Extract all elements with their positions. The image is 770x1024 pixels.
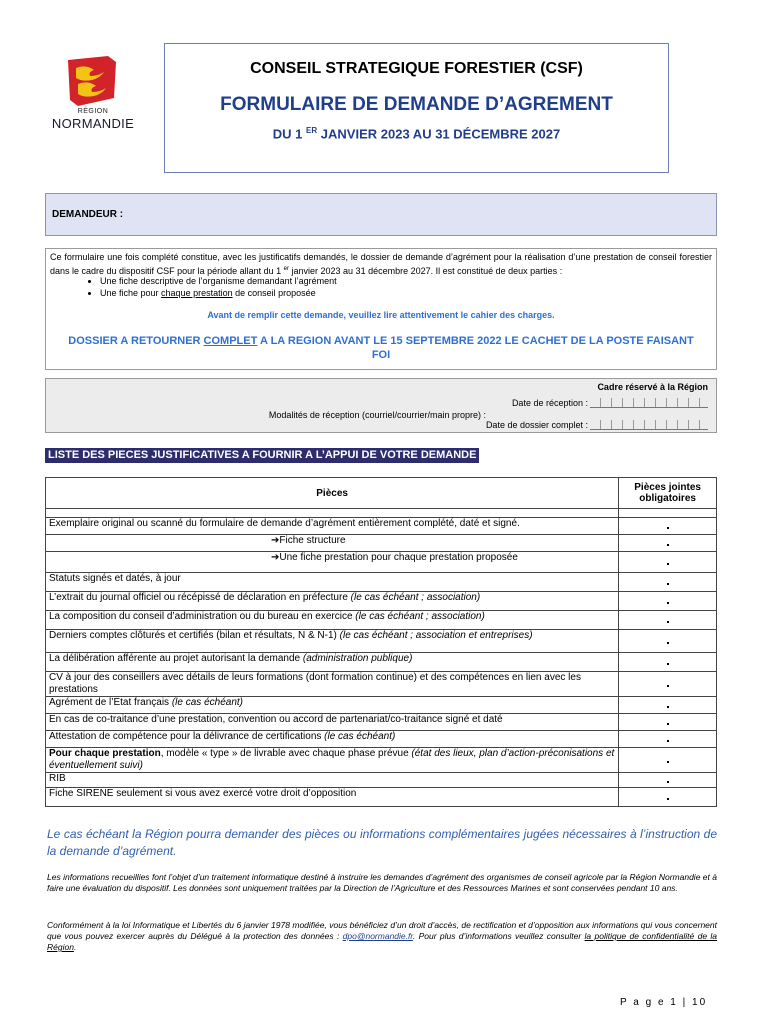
mandatory-cell[interactable] bbox=[619, 788, 717, 807]
bullet-icon bbox=[667, 602, 669, 604]
piece-cell bbox=[46, 788, 619, 807]
table-row bbox=[46, 788, 717, 807]
table-row bbox=[46, 731, 717, 748]
data-processing-note: Les informations recueillies font l’objet d’un traitement informatique destiné à instruire les demandes d’agrément des organismes de conseil agricole par la Région Normandie et à faire une évaluation du dispositif. Les données sont uniquement traitées par la Direction de l’Agriculture et des Ressources Marines et sont conservées pendant 10 ans. bbox=[47, 872, 717, 893]
piece-cell bbox=[46, 552, 619, 573]
normandie-shield-icon bbox=[64, 54, 120, 108]
region-normandie-logo bbox=[48, 50, 138, 130]
piece-cell bbox=[46, 630, 619, 653]
period-prefix: DU 1 bbox=[272, 126, 303, 142]
logo-region-label: RÉGION bbox=[77, 108, 109, 115]
deadline-text bbox=[66, 334, 696, 362]
reserved-frame bbox=[45, 378, 717, 433]
bullet-icon bbox=[667, 740, 669, 742]
mandatory-cell[interactable] bbox=[619, 748, 717, 773]
date-complet-label: Date de dossier complet : bbox=[485, 420, 588, 430]
table-row bbox=[46, 518, 717, 535]
column-header-obligatoires: Pièces jointes obligatoires bbox=[619, 478, 717, 509]
mandatory-cell[interactable] bbox=[619, 672, 717, 697]
intro-text-start: Ce formulaire une fois complété constitue, avec les justificatifs demandés, le dossier de demande d’agrément pour la réalisation d’une prestation de conseil forestier dans le cadre du dispositif CSF pour la période allant du 1 bbox=[50, 252, 712, 276]
mandatory-cell[interactable] bbox=[619, 592, 717, 611]
warning-text: Avant de remplir cette demande, veuillez lire attentivement le cahier des charges. bbox=[207, 310, 555, 320]
piece-cell bbox=[46, 697, 619, 714]
intro-sup: er bbox=[283, 266, 289, 272]
piece-cell bbox=[46, 573, 619, 592]
bullet-icon bbox=[667, 798, 669, 800]
intro-item-text: Une fiche descriptive de l’organisme demandant l’agrément bbox=[100, 276, 337, 286]
period-suffix: JANVIER 2023 AU 31 DÉCEMBRE 2027 bbox=[320, 126, 561, 142]
deadline-post: A LA REGION AVANT LE 15 SEPTEMBRE 2022 LE CACHET DE LA POSTE FAISANT FOI bbox=[257, 335, 694, 361]
piece-text: En cas de co-traitance d’une prestation, convention ou accord de partenariat/co-traitance signé et daté bbox=[49, 714, 503, 725]
intro-item-post: de conseil proposée bbox=[232, 288, 316, 298]
spacer-cell bbox=[619, 509, 717, 518]
logo-normandie-label: NORMANDIE bbox=[51, 116, 135, 131]
date-complet-field[interactable] bbox=[590, 420, 708, 430]
piece-text: Attestation de compétence pour la délivrance de certifications bbox=[49, 731, 325, 742]
period-sup: ER bbox=[306, 126, 318, 135]
table-row bbox=[46, 748, 717, 773]
date-reception-row bbox=[512, 398, 708, 408]
intro-list-item bbox=[100, 275, 337, 287]
bullet-icon bbox=[667, 544, 669, 546]
bullet-icon bbox=[667, 621, 669, 623]
modalites-label: Modalités de réception (courriel/courrier/main propre) : bbox=[268, 410, 486, 420]
table-row bbox=[46, 630, 717, 653]
table-row bbox=[46, 773, 717, 788]
privacy-policy-link[interactable]: la politique de confidentialité de la Région bbox=[47, 931, 717, 952]
table-row bbox=[46, 573, 717, 592]
piece-text: Agrément de l’Etat français bbox=[49, 697, 172, 708]
piece-text: RIB bbox=[49, 773, 66, 784]
piece-text: La délibération afférente au projet autorisant la demande bbox=[49, 653, 303, 664]
piece-cell bbox=[46, 535, 619, 552]
spacer-cell bbox=[46, 509, 619, 518]
table-row bbox=[46, 535, 717, 552]
piece-text: Fiche SIRENE seulement si vous avez exercé votre droit d’opposition bbox=[49, 788, 357, 799]
bullet-icon bbox=[667, 781, 669, 783]
piece-cell bbox=[46, 518, 619, 535]
mandatory-cell[interactable] bbox=[619, 773, 717, 788]
additional-pieces-note: Le cas échéant la Région pourra demander des pièces ou informations complémentaires jugées nécessaires à l’instruction de la demande d’agrément. bbox=[47, 827, 717, 858]
bullet-icon bbox=[667, 563, 669, 565]
mandatory-cell[interactable] bbox=[619, 611, 717, 630]
mandatory-cell[interactable] bbox=[619, 518, 717, 535]
intro-list-item bbox=[100, 287, 337, 299]
piece-cell bbox=[46, 611, 619, 630]
piece-cell bbox=[46, 672, 619, 697]
column-header-pieces: Pièces bbox=[46, 478, 619, 509]
table-row bbox=[46, 653, 717, 672]
piece-cell bbox=[46, 748, 619, 773]
piece-note-text: (administration publique) bbox=[302, 653, 413, 664]
bullet-icon bbox=[667, 761, 669, 763]
piece-bold-text: Pour chaque prestation bbox=[49, 748, 161, 759]
date-complet-row bbox=[486, 420, 708, 430]
piece-text: Fiche structure bbox=[279, 535, 346, 546]
table-row bbox=[46, 672, 717, 697]
bullet-icon bbox=[667, 663, 669, 665]
page-number: P a g e 1 | 10 bbox=[620, 997, 708, 1008]
piece-cell bbox=[46, 592, 619, 611]
bullet-icon bbox=[667, 685, 669, 687]
document-title: CONSEIL STRATEGIQUE FORESTIER (CSF) bbox=[250, 60, 583, 77]
piece-text: CV à jour des conseillers avec détails de leurs formations (dont formation continue) et des compétences en lien avec les prestations bbox=[49, 672, 581, 695]
piece-text: Exemplaire original ou scanné du formulaire de demande d’agrément entièrement complété, daté et signé. bbox=[49, 518, 520, 529]
intro-list bbox=[86, 275, 337, 299]
arrow-icon: ➔ bbox=[271, 552, 280, 563]
piece-note-text: (le cas échéant) bbox=[324, 731, 396, 742]
bullet-icon bbox=[667, 706, 669, 708]
arrow-icon: ➔ bbox=[271, 535, 280, 546]
demandeur-label: DEMANDEUR : bbox=[52, 209, 124, 220]
piece-note-text: (le cas échéant ; association) bbox=[355, 611, 485, 622]
table-header-row bbox=[46, 478, 717, 509]
privacy-text: Conformément à la loi Informatique et Libertés du 6 janvier 1978 modifiée, vous bénéficiez d’un droit d’accès, de rectification et d’opposition aux informations qui vous concernent que vous pouvez exercer auprès du Délégué à la protection des données : bbox=[47, 920, 717, 941]
table-row bbox=[46, 697, 717, 714]
period-line bbox=[165, 126, 668, 141]
mandatory-cell[interactable] bbox=[619, 573, 717, 592]
demandeur-field[interactable] bbox=[45, 193, 717, 236]
dpo-email-link[interactable]: dpo@normandie.fr bbox=[342, 931, 413, 941]
piece-text: L’extrait du journal officiel ou récépissé de déclaration en préfecture bbox=[49, 592, 351, 603]
intro-box bbox=[45, 248, 717, 370]
piece-text: Derniers comptes clôturés et certifiés (bilan et résultats, N & N-1) bbox=[49, 630, 340, 641]
form-title: FORMULAIRE DE DEMANDE D’AGREMENT bbox=[220, 94, 613, 115]
piece-note-text: (le cas échéant) bbox=[171, 697, 243, 708]
table-row bbox=[46, 714, 717, 731]
title-box bbox=[164, 43, 669, 173]
intro-item-pre: Une fiche pour bbox=[100, 288, 162, 298]
piece-text: Une fiche prestation pour chaque prestation proposée bbox=[279, 552, 518, 563]
piece-cell bbox=[46, 773, 619, 788]
privacy-text-mid: . Pour plus d’informations veuillez consulter bbox=[412, 931, 585, 941]
piece-note-text: (le cas échéant ; association) bbox=[350, 592, 481, 603]
privacy-text-end: . bbox=[73, 942, 77, 952]
mandatory-cell[interactable] bbox=[619, 552, 717, 573]
piece-cell bbox=[46, 714, 619, 731]
intro-text-end: janvier 2023 au 31 décembre 2027. Il est constitué de deux parties : bbox=[291, 266, 563, 276]
piece-text: , modèle « type » de livrable avec chaque phase prévue bbox=[160, 748, 412, 759]
bullet-icon bbox=[667, 527, 669, 529]
bullet-icon bbox=[667, 583, 669, 585]
bullet-icon bbox=[667, 642, 669, 644]
intro-paragraph bbox=[50, 251, 712, 277]
intro-item-underlined: chaque prestation bbox=[161, 288, 233, 298]
piece-text: La composition du conseil d’administration ou du bureau en exercice bbox=[49, 611, 356, 622]
mandatory-cell[interactable] bbox=[619, 630, 717, 653]
piece-cell bbox=[46, 653, 619, 672]
section-header: LISTE DES PIECES JUSTIFICATIVES A FOURNIR A L’APPUI DE VOTRE DEMANDE bbox=[45, 448, 479, 463]
piece-text: Statuts signés et datés, à jour bbox=[49, 573, 181, 584]
pieces-table bbox=[45, 477, 717, 807]
table-row bbox=[46, 552, 717, 573]
table-row bbox=[46, 592, 717, 611]
mandatory-cell[interactable] bbox=[619, 714, 717, 731]
piece-note-text: (le cas échéant ; association et entreprises) bbox=[339, 630, 533, 641]
mandatory-cell[interactable] bbox=[619, 535, 717, 552]
bullet-icon bbox=[667, 723, 669, 725]
reserved-frame-title: Cadre réservé à la Région bbox=[597, 382, 708, 392]
deadline-pre: DOSSIER A RETOURNER bbox=[68, 335, 204, 347]
mandatory-cell[interactable] bbox=[619, 697, 717, 714]
modalites-row bbox=[269, 410, 486, 420]
piece-cell bbox=[46, 731, 619, 748]
mandatory-cell[interactable] bbox=[619, 731, 717, 748]
mandatory-cell[interactable] bbox=[619, 653, 717, 672]
date-reception-field[interactable] bbox=[590, 398, 708, 408]
piece-note-text: (état des lieux, plan d’action-préconisations et éventuellement suivi) bbox=[49, 748, 615, 771]
table-row bbox=[46, 611, 717, 630]
privacy-note bbox=[47, 920, 717, 953]
date-reception-label: Date de réception : bbox=[511, 398, 588, 408]
spacer-row bbox=[46, 509, 717, 518]
deadline-complet: COMPLET bbox=[203, 335, 258, 347]
